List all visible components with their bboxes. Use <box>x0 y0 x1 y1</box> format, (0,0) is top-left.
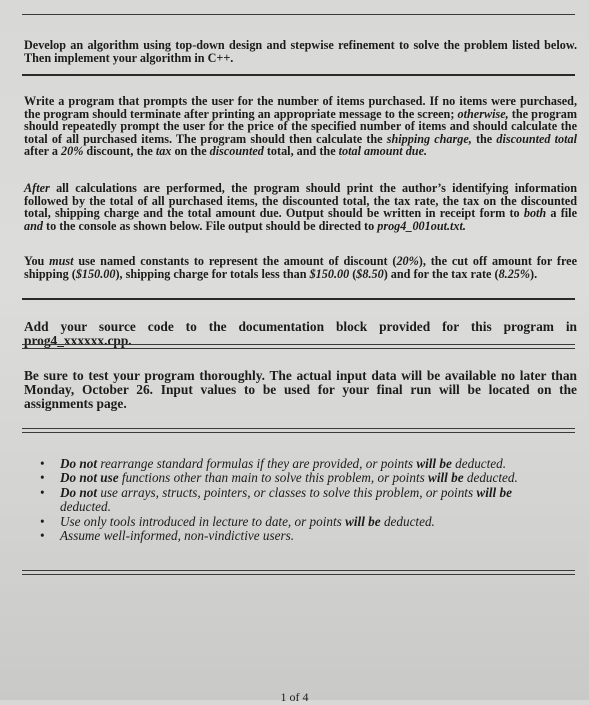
para3-text-d: ), shipping charge for totals less than <box>115 266 310 281</box>
bullet-text: use arrays, structs, pointers, or classes to solve this problem, or points <box>97 484 477 500</box>
bullet-bold: Do not <box>60 484 98 500</box>
bullet-icon: • <box>40 456 45 471</box>
bullet-tail: deducted. <box>451 456 507 471</box>
para1-text-b: the program should repeatedly prompt the user for the price of the specified number of items and should calculate the total of all purchased items. The program should then calculate the <box>24 106 577 146</box>
bullet-tail: deducted. <box>60 499 111 515</box>
para2-text-c: to the console as shown below. File output should be directed to <box>42 218 378 233</box>
bullet-bold-2: will be <box>345 513 381 529</box>
para2-text-b: a file <box>546 206 577 221</box>
rules-list <box>38 457 559 543</box>
bullet-bold-2: will be <box>416 456 452 471</box>
para1-tax: tax <box>155 144 172 159</box>
para2-and: and <box>24 218 43 233</box>
para2-filename: prog4_001out.txt. <box>377 218 466 233</box>
para3-text: You <box>24 254 50 268</box>
para3-text-f: ) and for the tax rate ( <box>383 266 499 281</box>
divider-5a <box>22 570 575 571</box>
para2-after: After <box>24 181 50 195</box>
para1-text-d: after a <box>24 144 61 159</box>
bullet-bold: Do not <box>60 456 98 471</box>
requirements-paragraph <box>24 95 577 158</box>
bullet-icon: • <box>40 513 45 529</box>
bullet-text: rearrange standard formulas if they are provided, or points <box>97 456 417 471</box>
divider-1 <box>22 74 575 76</box>
para1-otherwise: otherwise, <box>457 106 509 121</box>
para3-less-than: $150.00 <box>309 266 350 281</box>
para3-cutoff: $150.00 <box>75 266 116 281</box>
divider-3b <box>22 348 575 349</box>
divider-3a <box>22 344 575 345</box>
bullet-icon: • <box>40 528 45 544</box>
page-number: 1 of 4 <box>280 690 309 704</box>
para1-discounted: discounted <box>209 144 264 159</box>
divider-4b <box>22 432 575 433</box>
bullet-icon: • <box>40 484 45 500</box>
list-item <box>38 471 559 485</box>
top-rule <box>22 14 575 15</box>
constants-paragraph <box>24 255 577 280</box>
output-paragraph <box>24 182 577 232</box>
para1-text-f: on the <box>171 144 210 159</box>
para1-total-due: total amount due. <box>338 144 428 159</box>
para3-must: must <box>49 254 74 268</box>
para3-text-g: ). <box>530 266 538 281</box>
testing-paragraph <box>24 369 577 411</box>
para1-text-g: total, and the <box>263 144 339 159</box>
para1-text: Write a program that prompts the user for the number of items purchased. If no items were purchased, the program should terminate after printing an appropriate message to the screen; <box>24 94 577 121</box>
divider-4a <box>22 428 575 429</box>
para1-text-c: the <box>471 131 497 146</box>
bullet-text: functions other than main to solve this problem, or points <box>118 470 429 486</box>
para2-both: both <box>523 206 547 221</box>
bullet-tail: deducted. <box>380 513 435 529</box>
list-item <box>38 486 559 515</box>
divider-2 <box>22 298 575 300</box>
para3-discount: 20% <box>396 254 419 268</box>
list-item <box>38 529 559 543</box>
para3-text-e: ( <box>349 266 357 281</box>
intro-paragraph <box>24 39 577 64</box>
list-item <box>38 457 559 471</box>
para4-filename: prog4_xxxxxx.cpp. <box>24 333 132 348</box>
para3-ship: $8.50 <box>356 266 384 281</box>
para3-text-b: use named constants to represent the amount of discount ( <box>73 254 397 268</box>
para5-text: Be sure to test your program thoroughly. The actual input data will be available no later than Monday, October 26. Input values to be used for your final run will be located on the assignments page. <box>24 368 577 411</box>
divider-5b <box>22 574 575 575</box>
bullet-bold-2: will be <box>476 484 512 500</box>
para1-discount: 20% <box>61 144 84 159</box>
para1-text-e: discount, the <box>83 144 156 159</box>
bullet-text: Assume well-informed, non-vindictive users. <box>60 528 295 544</box>
para2-text: all calculations are performed, the program should print the author’s identifying information followed by the total of all purchased items, the discounted total, the tax rate, the tax on the discounted total, shipping charge and the total amount due. Output should be written in receipt form to <box>24 181 577 221</box>
bullet-bold: Do not use <box>60 470 119 486</box>
list-item <box>38 515 559 529</box>
bullet-bold-2: will be <box>428 470 464 486</box>
bullet-text: Use only tools introduced in lecture to date, or points <box>60 513 346 529</box>
para3-tax-rate: 8.25% <box>498 266 531 281</box>
bullet-icon: • <box>40 470 45 486</box>
para1-shipping: shipping charge, <box>386 131 472 146</box>
para1-discounted-total: discounted total <box>496 131 577 146</box>
para4-text: Add your source code to the documentation block provided for this program in <box>24 319 577 334</box>
intro-text: Develop an algorithm using top-down design and stepwise refinement to solve the problem listed below. Then implement your algorithm in C++. <box>24 38 577 65</box>
bullet-tail: deducted. <box>463 470 518 486</box>
para3-text-c: ), the cut off amount for free shipping ( <box>24 254 578 281</box>
